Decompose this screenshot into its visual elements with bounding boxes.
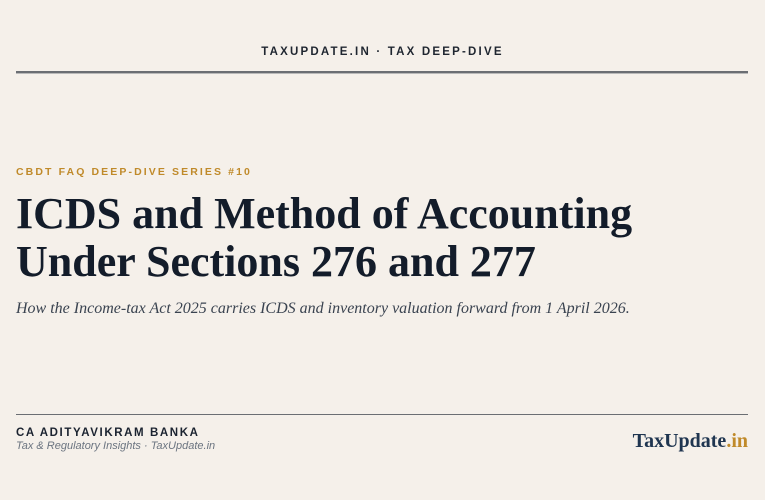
article-title — [16, 190, 746, 286]
brand-name: TaxUpdate — [632, 430, 727, 452]
brand-logo — [633, 429, 748, 453]
article-subtitle: How the Income-tax Act 2025 carries ICDS and inventory valuation forward from 1 April 2026. — [16, 300, 630, 317]
masthead-title: TAXUPDATE.IN · TAX DEEP-DIVE — [261, 46, 504, 58]
series-label: CBDT FAQ DEEP-DIVE SERIES #10 — [16, 166, 252, 178]
footer-divider — [16, 414, 748, 415]
author-name: CA ADITYAVIKRAM BANKA — [16, 427, 200, 439]
article-title-line-2: Under Sections 276 and 277 — [16, 237, 536, 286]
masthead-divider — [16, 71, 748, 74]
article-title-line-1: ICDS and Method of Accounting — [16, 189, 633, 238]
author-tagline: Tax & Regulatory Insights · TaxUpdate.in — [16, 440, 216, 452]
brand-domain: .in — [726, 430, 748, 452]
